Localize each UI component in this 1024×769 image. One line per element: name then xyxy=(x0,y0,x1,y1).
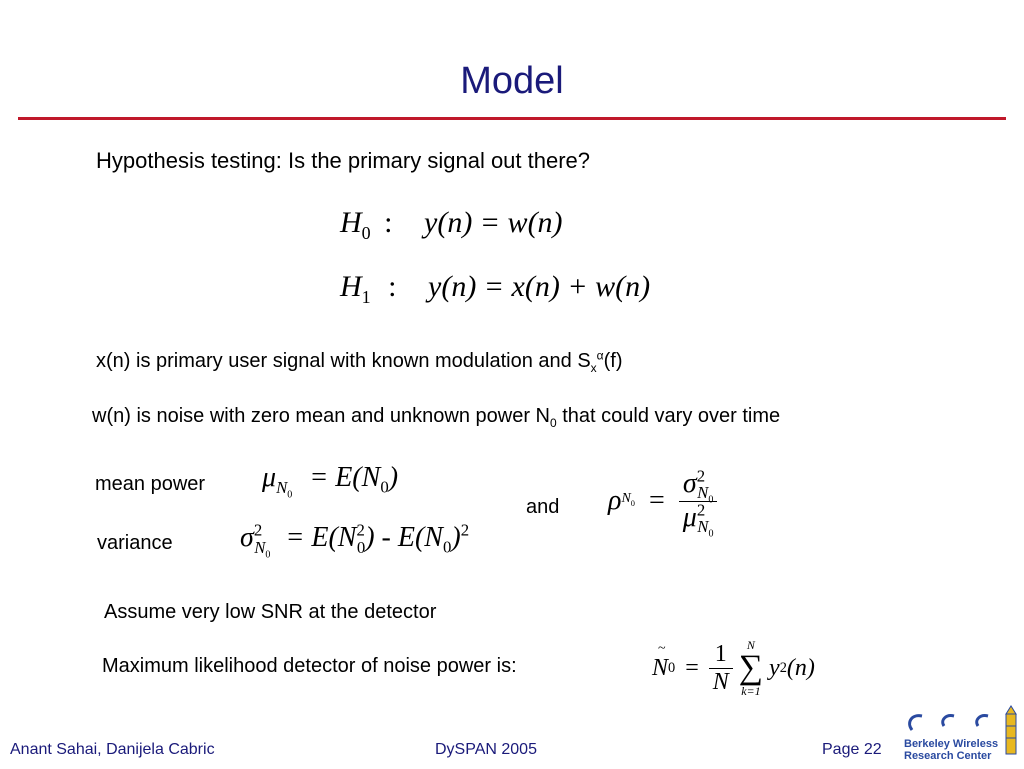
rho-num-sup: 2 xyxy=(696,466,706,486)
rho-denominator xyxy=(679,500,718,540)
ml-fraction xyxy=(709,641,733,696)
ml-n: N xyxy=(652,654,669,681)
rho-sub xyxy=(621,490,635,508)
ml-sum-bottom: k=1 xyxy=(741,684,761,698)
logo-line2: Research Center xyxy=(904,750,992,762)
var-sub-n: N xyxy=(254,537,266,557)
rho-den-mu: μ xyxy=(682,501,697,533)
rho-eq: = xyxy=(648,485,665,516)
var-rhs1-sub: 0 xyxy=(356,537,366,557)
hypothesis-text: Hypothesis testing: Is the primary signal out there? xyxy=(96,148,591,173)
w-desc-sub: 0 xyxy=(550,416,557,430)
mean-rhs: = E(N xyxy=(309,462,381,493)
w-description xyxy=(92,405,780,428)
and-label: and xyxy=(526,496,560,518)
var-rhs1: = E(N xyxy=(285,522,357,553)
variance-label: variance xyxy=(97,532,173,554)
title-rule xyxy=(18,117,1006,120)
rho-numerator xyxy=(679,466,718,506)
rho-num-sigma: σ xyxy=(682,467,697,499)
x-desc-tail: (f) xyxy=(603,350,623,372)
ml-den: N xyxy=(712,668,729,695)
w-desc-a: w(n) is noise with zero mean and unknown power N xyxy=(92,405,550,427)
var-rhs1-close: ) - E(N xyxy=(365,522,443,553)
ml-term-arg: (n) xyxy=(786,654,815,681)
h1-colon: : xyxy=(388,270,397,303)
w-desc-b: that could vary over time xyxy=(556,405,781,427)
rho-sub-0: 0 xyxy=(630,498,635,508)
rho-den-sub-n: N xyxy=(697,517,709,537)
rho-fraction xyxy=(679,466,718,540)
rho-den-sup: 2 xyxy=(696,500,706,520)
low-snr-text: Assume very low SNR at the detector xyxy=(104,601,437,623)
ml-eq: = xyxy=(685,654,699,681)
ml-num: 1 xyxy=(709,641,733,669)
h1-equation xyxy=(340,270,651,307)
footer-conference: DySPAN 2005 xyxy=(435,741,537,758)
bwrc-logo xyxy=(898,704,1020,764)
ml-n-tilde xyxy=(652,640,669,682)
var-sigma: σ xyxy=(240,522,254,553)
mean-mu-sub-0: 0 xyxy=(287,488,293,500)
rho-sub-n: N xyxy=(621,490,631,506)
rho-num-sub-0: 0 xyxy=(708,494,714,506)
mean-mu: μ xyxy=(262,462,277,493)
footer-authors: Anant Sahai, Danijela Cabric xyxy=(10,741,215,758)
ml-sum-top: N xyxy=(746,638,755,652)
x-desc-sub: x xyxy=(590,361,597,375)
rho-equation xyxy=(608,456,717,546)
var-sub xyxy=(254,537,271,560)
ml-term: y xyxy=(769,654,780,681)
h0-equation xyxy=(340,206,563,243)
var-rhs1-sup: 2 xyxy=(356,520,365,540)
mean-mu-sub xyxy=(276,477,293,500)
rho-symbol: ρ xyxy=(608,485,622,516)
rho-num-sub-n: N xyxy=(697,483,709,503)
var-rhs2-close: ) xyxy=(451,522,461,553)
h0-sub: 0 xyxy=(361,223,371,243)
var-rhs2-sup: 2 xyxy=(460,520,470,540)
ml-sum xyxy=(739,639,763,697)
ml-detector-text: Maximum likelihood detector of noise power is: xyxy=(102,655,517,677)
rho-den-sub-0: 0 xyxy=(708,528,714,540)
ml-sum-symbol: ∑ xyxy=(738,649,764,686)
mean-close: ) xyxy=(388,462,399,493)
logo-line1: Berkeley Wireless xyxy=(904,738,999,750)
var-sub-0: 0 xyxy=(265,548,271,560)
h0-colon: : xyxy=(384,206,393,239)
footer-page: Page 22 xyxy=(822,741,882,758)
ml-tilde: ~ xyxy=(658,640,666,656)
mean-power-label: mean power xyxy=(95,473,206,495)
h1-rhs: y(n) = x(n) + w(n) xyxy=(428,270,651,303)
mean-mu-sub-n: N xyxy=(276,477,288,497)
rho-den-sub xyxy=(697,517,714,540)
slide-title: Model xyxy=(460,60,564,102)
h1-sub: 1 xyxy=(361,287,371,307)
h0-label: H xyxy=(340,206,362,239)
h0-rhs: y(n) = w(n) xyxy=(424,206,563,239)
x-desc-sup: α xyxy=(596,348,604,363)
var-sup: 2 xyxy=(253,520,263,540)
bwrc-logo-text xyxy=(904,738,998,762)
ml-equation: ~ N 0 = $\frac{1}{N}$ N ∑ k=1 y 2 (n) xyxy=(652,638,815,698)
variance-equation xyxy=(240,520,470,560)
var-rhs2-sub: 0 xyxy=(443,537,452,557)
h1-label: H xyxy=(340,270,362,303)
x-desc-text: x(n) is primary user signal with known modulation and S xyxy=(96,350,591,372)
mean-rhs-sub: 0 xyxy=(380,477,389,497)
mean-power-equation xyxy=(262,462,399,500)
x-description xyxy=(96,350,623,373)
